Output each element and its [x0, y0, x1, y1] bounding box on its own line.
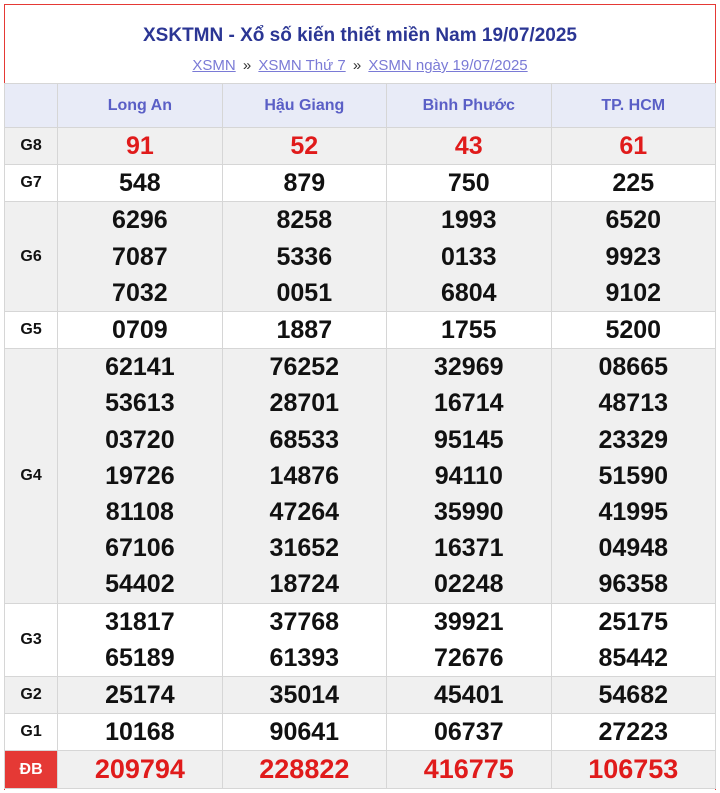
winning-number: 61393 — [269, 643, 340, 672]
winning-number: 02248 — [434, 570, 504, 599]
winning-number: 8258 — [276, 206, 333, 235]
winning-number: 1887 — [276, 316, 333, 345]
prize-cell — [222, 202, 386, 312]
winning-number: 47264 — [269, 498, 340, 527]
prize-cell — [387, 202, 551, 312]
prize-cell — [387, 165, 551, 202]
results-header — [5, 5, 715, 83]
winning-number: 25175 — [598, 607, 669, 636]
prize-cell — [222, 165, 386, 202]
winning-number: 16371 — [434, 534, 504, 563]
winning-number: 548 — [119, 169, 161, 198]
winning-number: 06737 — [434, 718, 504, 747]
winning-number: 106753 — [588, 754, 679, 785]
prize-row — [5, 751, 716, 788]
winning-number: 53613 — [105, 389, 175, 418]
winning-number: 228822 — [259, 754, 350, 785]
winning-number: 9102 — [605, 278, 662, 307]
winning-number: 52 — [290, 132, 319, 160]
winning-number: 51590 — [598, 461, 669, 490]
prize-cell — [551, 312, 716, 349]
winning-number: 96358 — [598, 570, 669, 599]
prize-cell — [58, 202, 222, 312]
winning-number: 54402 — [105, 570, 175, 599]
page-title: XSKTMN - Xổ số kiến thiết miền Nam 19/07/2025 — [143, 25, 577, 46]
prize-cell — [58, 751, 222, 788]
winning-number: 19726 — [105, 461, 175, 490]
winning-number: 72676 — [434, 643, 504, 672]
winning-number: 67106 — [105, 534, 175, 563]
prize-cell — [58, 714, 222, 751]
winning-number: 37768 — [269, 607, 340, 636]
winning-number: 0133 — [440, 242, 497, 271]
winning-number: 225 — [612, 169, 655, 198]
winning-number: 1755 — [440, 316, 497, 345]
prize-label: G7 — [5, 165, 58, 202]
province-header[interactable]: TP. HCM — [551, 84, 716, 128]
prize-cell — [222, 349, 386, 603]
prize-cell — [551, 349, 716, 603]
prize-cell — [58, 128, 222, 165]
winning-number: 7087 — [112, 242, 168, 271]
winning-number: 28701 — [269, 389, 340, 418]
winning-number: 61 — [619, 132, 648, 160]
winning-number: 750 — [447, 169, 490, 198]
prize-cell — [222, 677, 386, 714]
prize-row — [5, 165, 716, 202]
prize-rows — [5, 128, 716, 789]
winning-number: 6296 — [112, 206, 168, 235]
winning-number: 68533 — [269, 425, 340, 454]
prize-label: G4 — [5, 349, 58, 603]
prize-cell — [58, 603, 222, 676]
winning-number: 62141 — [105, 353, 175, 382]
winning-number: 48713 — [598, 389, 669, 418]
prize-row — [5, 312, 716, 349]
winning-number: 31817 — [105, 607, 175, 636]
winning-number: 32969 — [434, 353, 504, 382]
prize-cell — [387, 349, 551, 603]
prize-cell — [387, 312, 551, 349]
winning-number: 43 — [454, 132, 483, 160]
winning-number: 0051 — [276, 278, 333, 307]
breadcrumb-separator: » — [352, 57, 362, 74]
province-header[interactable]: Long An — [58, 84, 222, 128]
prize-label: G5 — [5, 312, 58, 349]
prize-row — [5, 714, 716, 751]
winning-number: 35990 — [434, 498, 504, 527]
prize-cell — [551, 202, 716, 312]
winning-number: 04948 — [598, 534, 669, 563]
prize-cell — [222, 128, 386, 165]
winning-number: 95145 — [434, 425, 504, 454]
winning-number: 23329 — [598, 425, 669, 454]
results-panel — [4, 4, 716, 790]
winning-number: 94110 — [434, 461, 503, 490]
winning-number: 41995 — [598, 498, 669, 527]
winning-number: 54682 — [598, 681, 669, 710]
breadcrumb — [5, 57, 715, 74]
prize-cell — [551, 714, 716, 751]
winning-number: 1993 — [440, 206, 497, 235]
prize-label: G6 — [5, 202, 58, 312]
winning-number: 81108 — [105, 498, 174, 527]
winning-number: 6804 — [440, 278, 497, 307]
winning-number: 5336 — [276, 242, 333, 271]
winning-number: 14876 — [269, 461, 340, 490]
winning-number: 5200 — [605, 316, 662, 345]
winning-number: 6520 — [605, 206, 662, 235]
prize-cell — [387, 751, 551, 788]
prize-cell — [58, 349, 222, 603]
winning-number: 03720 — [105, 425, 175, 454]
prize-row — [5, 128, 716, 165]
breadcrumb-link-date[interactable]: XSMN ngày 19/07/2025 — [368, 57, 528, 74]
breadcrumb-link-weekday[interactable]: XSMN Thứ 7 — [258, 57, 346, 74]
winning-number: 209794 — [94, 754, 185, 785]
winning-number: 91 — [125, 132, 154, 160]
winning-number: 35014 — [269, 681, 340, 710]
province-header[interactable]: Bình Phước — [387, 84, 551, 128]
winning-number: 16714 — [434, 389, 504, 418]
prize-cell — [387, 714, 551, 751]
prize-cell — [222, 751, 386, 788]
results-table — [4, 83, 716, 789]
prize-label: G1 — [5, 714, 58, 751]
prize-cell — [387, 603, 551, 676]
prize-label: G2 — [5, 677, 58, 714]
prize-row — [5, 349, 716, 603]
winning-number: 879 — [283, 169, 326, 198]
breadcrumb-link-xsmn[interactable]: XSMN — [192, 57, 236, 74]
winning-number: 08665 — [598, 353, 669, 382]
winning-number: 0709 — [112, 316, 168, 345]
winning-number: 27223 — [598, 718, 669, 747]
prize-cell — [551, 677, 716, 714]
prize-cell — [222, 603, 386, 676]
prize-row — [5, 202, 716, 312]
prize-label: G3 — [5, 603, 58, 676]
winning-number: 10168 — [105, 718, 175, 747]
prize-cell — [58, 677, 222, 714]
prize-cell — [387, 128, 551, 165]
prize-cell — [222, 714, 386, 751]
province-header[interactable]: Hậu Giang — [222, 84, 386, 128]
prize-cell — [58, 312, 222, 349]
winning-number: 25174 — [105, 681, 175, 710]
winning-number: 9923 — [605, 242, 662, 271]
province-header-row — [5, 84, 716, 128]
winning-number: 416775 — [423, 754, 514, 785]
winning-number: 31652 — [269, 534, 340, 563]
winning-number: 90641 — [269, 718, 340, 747]
prize-cell — [387, 677, 551, 714]
winning-number: 39921 — [434, 607, 504, 636]
header-corner — [5, 84, 58, 128]
prize-cell — [551, 751, 716, 788]
winning-number: 7032 — [112, 278, 168, 307]
winning-number: 85442 — [598, 643, 669, 672]
prize-cell — [222, 312, 386, 349]
prize-cell — [58, 165, 222, 202]
prize-cell — [551, 128, 716, 165]
prize-row — [5, 677, 716, 714]
prize-cell — [551, 165, 716, 202]
winning-number: 65189 — [105, 643, 175, 672]
prize-row — [5, 603, 716, 676]
prize-label: G8 — [5, 128, 58, 165]
winning-number: 76252 — [269, 353, 340, 382]
prize-cell — [551, 603, 716, 676]
prize-label: ĐB — [5, 751, 58, 788]
winning-number: 45401 — [434, 681, 504, 710]
winning-number: 18724 — [269, 570, 340, 599]
breadcrumb-separator: » — [242, 57, 252, 74]
